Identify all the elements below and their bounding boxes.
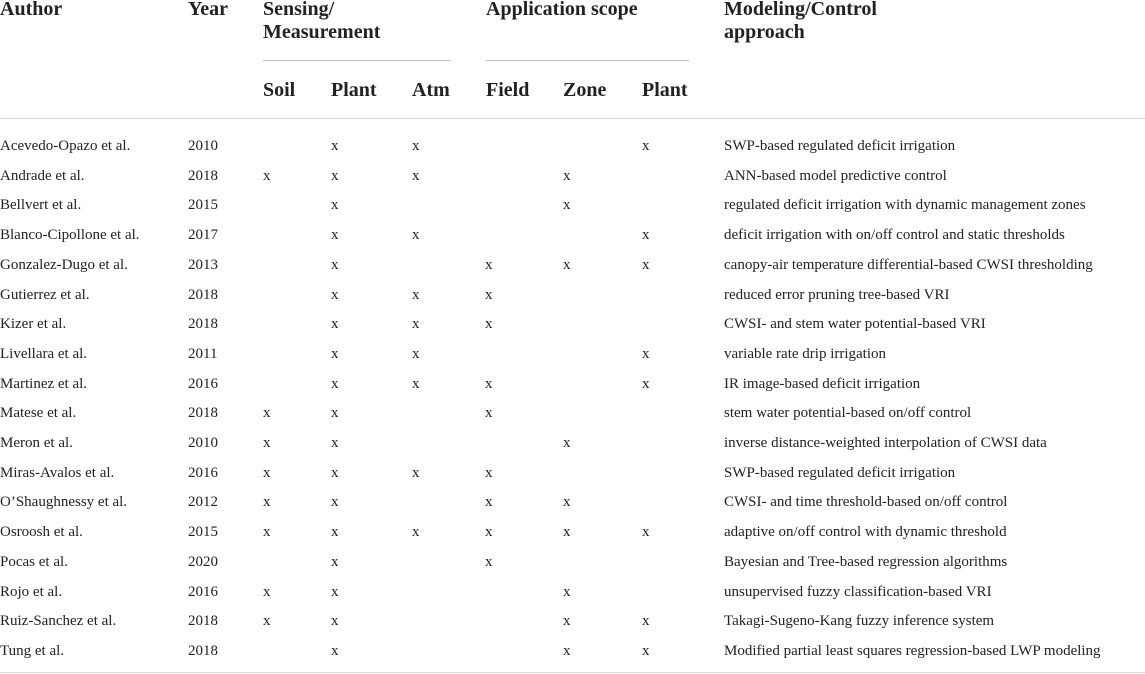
cell-author: Gutierrez et al.	[0, 286, 90, 303]
cell-plant: x	[331, 256, 339, 273]
cell-author: Miras-Avalos et al.	[0, 464, 115, 481]
cell-plant: x	[331, 642, 339, 659]
table-row	[0, 517, 1145, 546]
cell-author: Acevedo-Opazo et al.	[0, 138, 131, 154]
cell-author: Kizer et al.	[0, 316, 67, 333]
table-row	[0, 369, 1145, 398]
cell-year: 2011	[188, 345, 218, 362]
cell-year: 2018	[188, 613, 218, 630]
table-row	[0, 161, 1145, 190]
cell-soil: x	[263, 167, 271, 184]
cell-plant-scope: x	[642, 138, 650, 154]
cell-plant: x	[331, 494, 339, 511]
cell-soil: x	[263, 405, 271, 422]
cell-approach: variable rate drip irrigation	[724, 345, 887, 362]
cell-plant-scope: x	[642, 375, 650, 392]
table-row	[0, 190, 1145, 219]
cell-plant: x	[331, 435, 339, 451]
cell-year: 2018	[188, 286, 218, 303]
table-row	[0, 131, 1145, 160]
table-row	[0, 458, 1145, 487]
header-year: Year	[188, 0, 228, 20]
cell-plant-scope: x	[642, 256, 650, 273]
table-row	[0, 606, 1145, 635]
cell-atm: x	[412, 138, 420, 154]
cell-plant: x	[331, 286, 339, 303]
cell-author: Osroosh et al.	[0, 524, 83, 541]
cell-zone: x	[563, 524, 571, 541]
cell-soil: x	[263, 524, 271, 541]
cell-soil: x	[263, 613, 271, 630]
cell-plant: x	[331, 197, 339, 214]
cell-approach: CWSI- and stem water potential-based VRI	[724, 316, 986, 333]
cell-soil: x	[263, 583, 271, 600]
cell-plant: x	[331, 405, 339, 422]
cell-author: Martinez et al.	[0, 375, 88, 392]
header-modeling-line2: approach	[724, 21, 805, 43]
cell-plant: x	[331, 583, 339, 600]
table-row	[0, 309, 1145, 338]
sensing-group-rule	[263, 60, 451, 61]
cell-zone: x	[563, 167, 571, 184]
cell-author: Andrade et al.	[0, 167, 85, 184]
cell-zone: x	[563, 642, 571, 659]
cell-approach: regulated deficit irrigation with dynamic management zones	[724, 197, 1086, 214]
cell-plant-scope: x	[642, 524, 650, 541]
header-modeling-line1: Modeling/Control	[724, 0, 877, 20]
header-sensing-line1: Sensing/	[263, 0, 335, 20]
table-row	[0, 250, 1145, 279]
cell-plant: x	[331, 167, 339, 184]
cell-atm: x	[412, 345, 420, 362]
cell-plant: x	[331, 345, 339, 362]
cell-plant: x	[331, 553, 339, 570]
header-bottom-rule	[0, 118, 1145, 119]
table-row	[0, 577, 1145, 606]
cell-zone: x	[563, 435, 571, 451]
cell-atm: x	[412, 286, 420, 303]
cell-plant: x	[331, 464, 339, 481]
cell-year: 2012	[188, 494, 218, 511]
cell-soil: x	[263, 494, 271, 511]
cell-zone: x	[563, 613, 571, 630]
cell-field: x	[485, 524, 493, 541]
cell-zone: x	[563, 494, 571, 511]
cell-year: 2018	[188, 167, 218, 184]
cell-atm: x	[412, 167, 420, 184]
subheader-plant: Plant	[331, 79, 377, 101]
cell-approach: SWP-based regulated deficit irrigation	[724, 464, 956, 481]
cell-author: Blanco-Cipollone et al.	[0, 227, 140, 244]
cell-author: O’Shaughnessy et al.	[0, 494, 128, 511]
cell-zone: x	[563, 197, 571, 214]
cell-year: 2013	[188, 256, 218, 273]
cell-field: x	[485, 256, 493, 273]
cell-field: x	[485, 316, 493, 333]
cell-year: 2010	[188, 138, 218, 154]
cell-year: 2016	[188, 583, 218, 600]
cell-plant: x	[331, 524, 339, 541]
cell-approach: deficit irrigation with on/off control and static thresholds	[724, 227, 1065, 244]
table-row	[0, 398, 1145, 427]
cell-soil: x	[263, 435, 271, 451]
subheader-plant-scope: Plant	[642, 79, 688, 101]
cell-approach: Takagi-Sugeno-Kang fuzzy inference system	[724, 613, 995, 630]
table-row	[0, 636, 1145, 665]
table-row	[0, 547, 1145, 576]
header-author: Author	[0, 0, 63, 20]
cell-year: 2016	[188, 464, 218, 481]
application-group-rule	[486, 60, 689, 61]
cell-year: 2010	[188, 435, 218, 451]
cell-plant: x	[331, 138, 339, 154]
cell-plant: x	[331, 375, 339, 392]
cell-field: x	[485, 553, 493, 570]
cell-author: Ruiz-Sanchez et al.	[0, 613, 117, 630]
cell-atm: x	[412, 227, 420, 244]
cell-plant-scope: x	[642, 227, 650, 244]
cell-field: x	[485, 405, 493, 422]
cell-approach: ANN-based model predictive control	[724, 167, 947, 184]
cell-author: Matese et al.	[0, 405, 77, 422]
cell-atm: x	[412, 375, 420, 392]
cell-approach: adaptive on/off control with dynamic threshold	[724, 524, 1007, 541]
cell-author: Gonzalez-Dugo et al.	[0, 256, 128, 273]
cell-plant-scope: x	[642, 613, 650, 630]
cell-plant-scope: x	[642, 642, 650, 659]
table-row	[0, 487, 1145, 516]
cell-year: 2018	[188, 405, 218, 422]
cell-author: Bellvert et al.	[0, 197, 82, 214]
cell-approach: IR image-based deficit irrigation	[724, 375, 921, 392]
cell-approach: stem water potential-based on/off control	[724, 405, 972, 422]
cell-plant: x	[331, 316, 339, 333]
cell-year: 2015	[188, 197, 218, 214]
subheader-zone: Zone	[563, 79, 607, 101]
cell-zone: x	[563, 583, 571, 600]
cell-field: x	[485, 286, 493, 303]
table-bottom-rule	[0, 672, 1145, 673]
subheader-atm: Atm	[412, 79, 450, 101]
cell-atm: x	[412, 316, 420, 333]
cell-year: 2017	[188, 227, 218, 244]
subheader-soil: Soil	[263, 79, 296, 101]
cell-year: 2020	[188, 553, 218, 570]
cell-atm: x	[412, 524, 420, 541]
cell-author: Rojo et al.	[0, 583, 63, 600]
cell-year: 2018	[188, 642, 218, 659]
cell-author: Pocas et al.	[0, 553, 68, 570]
header-application: Application scope	[486, 0, 638, 20]
cell-zone: x	[563, 256, 571, 273]
cell-approach: canopy-air temperature differential-based CWSI thresholding	[724, 256, 1093, 273]
cell-year: 2015	[188, 524, 218, 541]
table-row	[0, 280, 1145, 309]
cell-year: 2016	[188, 375, 218, 392]
cell-plant-scope: x	[642, 345, 650, 362]
cell-field: x	[485, 375, 493, 392]
header-sensing-line2: Measurement	[263, 21, 381, 43]
cell-approach: unsupervised fuzzy classification-based VRI	[724, 583, 992, 600]
subheader-field: Field	[486, 79, 530, 101]
cell-plant: x	[331, 613, 339, 630]
cell-approach: inverse distance-weighted interpolation of CWSI data	[724, 435, 1047, 451]
cell-approach: reduced error pruning tree-based VRI	[724, 286, 950, 303]
cell-year: 2018	[188, 316, 218, 333]
cell-atm: x	[412, 464, 420, 481]
cell-approach: Bayesian and Tree-based regression algorithms	[724, 553, 1008, 570]
cell-plant: x	[331, 227, 339, 244]
table-row	[0, 339, 1145, 368]
cell-approach: CWSI- and time threshold-based on/off control	[724, 494, 1008, 511]
table-row	[0, 428, 1145, 457]
cell-approach: Modified partial least squares regression-based LWP modeling	[724, 642, 1101, 659]
cell-field: x	[485, 464, 493, 481]
table-row	[0, 220, 1145, 249]
cell-author: Tung et al.	[0, 642, 65, 659]
cell-author: Livellara et al.	[0, 345, 88, 362]
cell-author: Meron et al.	[0, 435, 73, 451]
cell-approach: SWP-based regulated deficit irrigation	[724, 138, 956, 154]
cell-field: x	[485, 494, 493, 511]
cell-soil: x	[263, 464, 271, 481]
